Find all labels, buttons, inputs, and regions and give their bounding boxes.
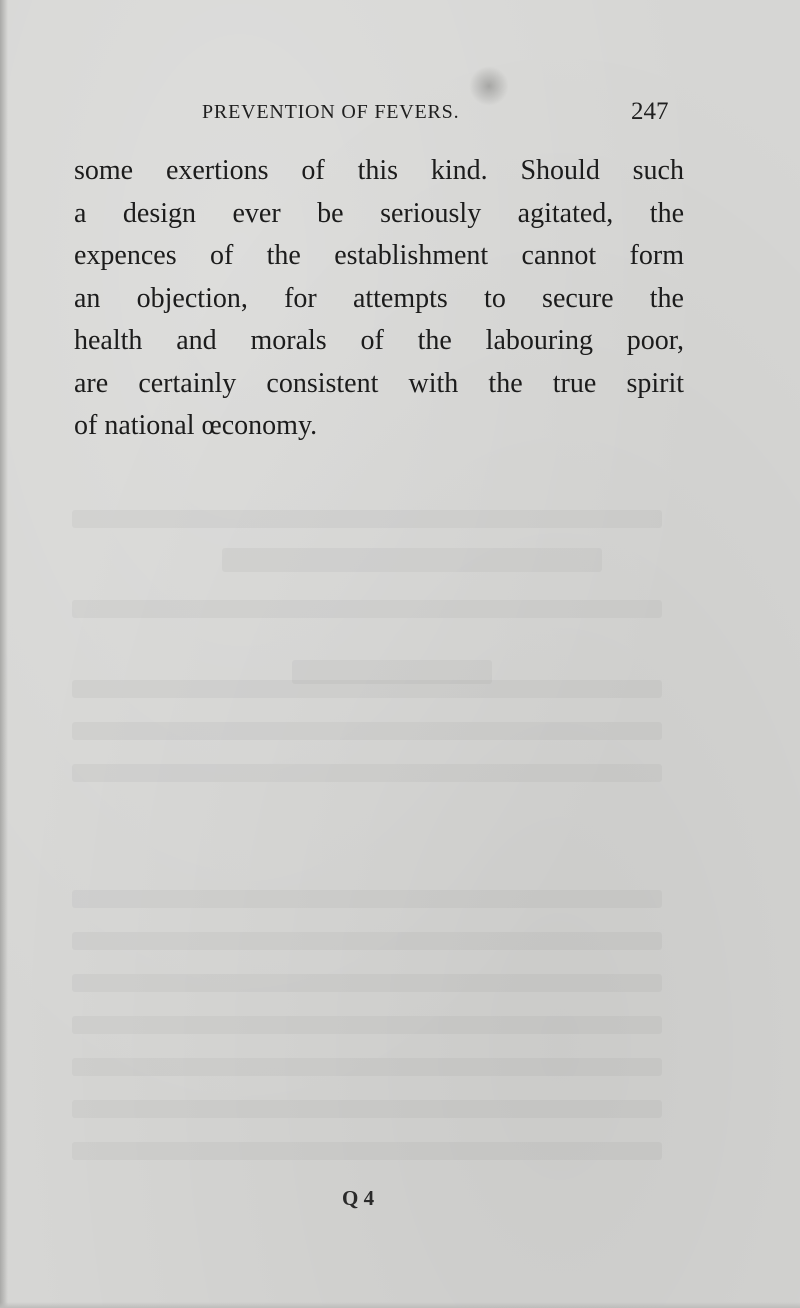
body-text: [74, 150, 684, 448]
signature-mark: Q 4: [342, 1186, 375, 1210]
text-line: are certainly consistent with the true spirit: [74, 367, 684, 399]
text-line: some exertions of this kind. Should such: [74, 155, 684, 186]
running-header: [0, 98, 800, 129]
page-bottom-edge: [0, 1302, 800, 1308]
ink-blot-mark: [469, 66, 509, 106]
text-line: expences of the establishment cannot form: [74, 240, 684, 271]
page-edge-shadow: [0, 0, 8, 1308]
text-line: a design ever be seriously agitated, the: [74, 197, 684, 229]
text-line-last: of national œconomy.: [74, 410, 318, 441]
text-line: an objection, for attempts to secure the: [74, 282, 684, 314]
page-number: 247: [631, 98, 669, 125]
running-title: PREVENTION OF FEVERS.: [202, 101, 460, 123]
text-line: health and morals of the labouring poor,: [74, 325, 684, 356]
show-through-from-reverse: [72, 510, 672, 1190]
